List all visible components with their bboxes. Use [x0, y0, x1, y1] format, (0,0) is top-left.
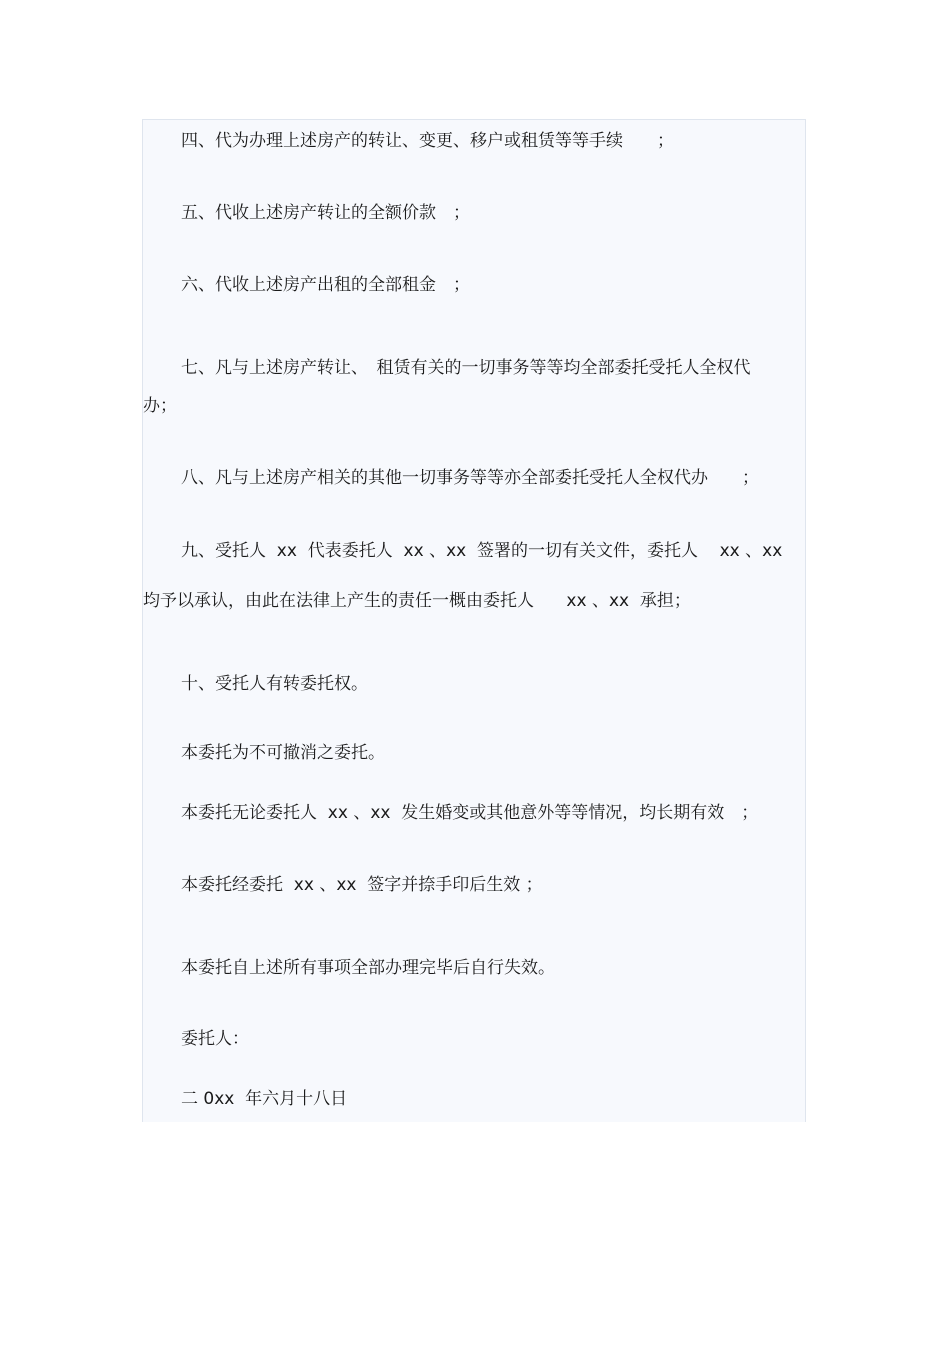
effective-note: 本委托经委托 xx 、xx 签字并捺手印后生效 ； — [181, 875, 543, 895]
clause-seven: 七、凡与上述房产转让、 租赁有关的一切事务等等均全部委托受托人全权代 — [181, 358, 751, 378]
clause-four: 四、代为办理上述房产的转让、变更、移户或租赁等等手续 ； — [181, 131, 674, 151]
validity-note: 本委托无论委托人 xx 、xx 发生婚变或其他意外等等情况，均长期有效 ； — [181, 803, 759, 823]
clause-nine-cont: 均予以承认，由此在法律上产生的责任一概由委托人 xx 、xx 承担； — [143, 591, 691, 611]
clause-nine: 九、受托人 xx 代表委托人 xx 、xx 签署的一切有关文件，委托人 xx 、xx — [181, 541, 783, 561]
irrevocable-note: 本委托为不可撤消之委托。 — [181, 743, 385, 763]
principal-label: 委托人： — [181, 1029, 249, 1049]
clause-five: 五、代收上述房产转让的全额价款 ； — [181, 203, 470, 223]
expiry-note: 本委托自上述所有事项全部办理完毕后自行失效。 — [181, 958, 555, 978]
clause-eight: 八、凡与上述房产相关的其他一切事务等等亦全部委托受托人全权代办 ； — [181, 468, 759, 488]
clause-seven-cont: 办； — [143, 396, 177, 416]
clause-ten: 十、受托人有转委托权。 — [181, 674, 368, 694]
document-date: 二 0xx 年六月十八日 — [181, 1089, 348, 1109]
clause-six: 六、代收上述房产出租的全部租金 ； — [181, 275, 470, 295]
